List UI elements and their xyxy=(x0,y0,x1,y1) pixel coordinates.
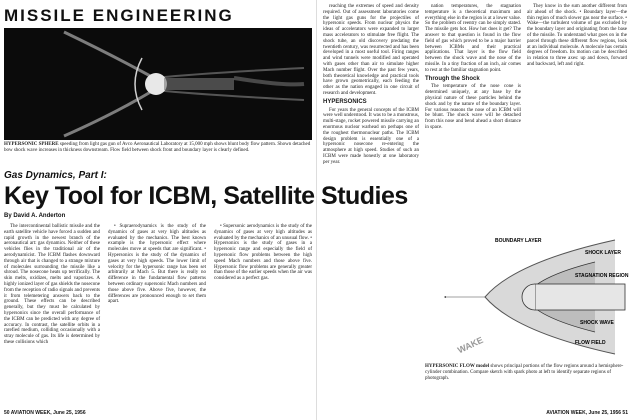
left-footer: 50 AVIATION WEEK, June 25, 1956 xyxy=(4,410,86,416)
label-flow-field: FLOW FIELD xyxy=(575,340,606,346)
label-shock-wave: SHOCK WAVE xyxy=(580,320,614,326)
flow-diagram-graphic xyxy=(425,232,627,362)
article-byline: By David A. Anderton xyxy=(4,213,66,219)
left-col-1-text: The intercontinental ballistic missile and the earth satellite vehicle have forced a sudden and rapid growth in the newest branch of the aeronautical art: gas dynamics. Neither of these vehicles flies in the traditional air of the aerodynamicist. The ICBM flashes downward through air that is changed to a strange mixture of molecules surrounding the missile like a shroud. The nosecone heats up terrifically. The skin melts, oxidizes, melts and vaporizes. A highly ionized layer of gas shields the nosecone from the reception of radio signals and prevents it from telemetering answers back to the ground. These effects can be described generally, but they must be calculated by hypersonics since the overall performance of the ICBM can be predicted with any degree of accuracy. In contrast, the satellite orbits in a rarefied medium, colliding occasionally with a stray molecule of gas. Its life is determined by these collisions which xyxy=(4,224,100,345)
left-col-3 xyxy=(214,224,312,404)
shock-photo-graphic xyxy=(4,28,312,140)
section-head: MISSILE ENGINEERING xyxy=(4,6,234,25)
diagram-caption-lead: HYPERSONIC FLOW model xyxy=(425,364,490,369)
diagram-caption xyxy=(425,364,627,382)
photo-caption xyxy=(4,142,312,154)
hypersonic-flow-diagram xyxy=(425,232,627,362)
right-footer: AVIATION WEEK, June 25, 1956 51 xyxy=(546,410,628,416)
photo-caption-lead: HYPERSONIC SPHERE xyxy=(4,142,59,147)
through-shock-subhead: Through the Shock xyxy=(425,75,480,82)
right-col-1-text: reaching the extremes of speed and density required. Out of assessment laboratories come the light gas guns for the projectiles of hypersonic speeds. From nuclear physics the ideas of accelerators were expanded to larger mass accelerators to stimulate free flight. The shock tube, an old discovery predating the twentieth century, was resurrected and has been developed in a most useful tool. Firing ranges and wind tunnels were modified and operated with gases other than air to simulate higher Mach number flight. Over the past few years, both theoretical knowledge and practical tools have grown geometrically, each feeding the other as the nation engaged in one circuit of research and development. xyxy=(323,4,419,96)
photo-caption-text: speeding from light gas gun of Avco Aeronautical Laboratory at 15,000 mph shows blunt body flow pattern. Shown detached bow shock wave increases in thickness downstream. Flow field between shock front and boundary layer is clearly defined. xyxy=(4,142,311,153)
right-page xyxy=(316,0,632,420)
hypersonic-sphere-photo xyxy=(4,28,312,140)
article-headline: Key Tool for ICBM, Satellite Studies xyxy=(4,182,408,210)
right-col-3 xyxy=(527,4,627,226)
right-col-3-text: They know in the sum another different from air ahead of the shock. • Boundary layer—the thin region of much slower gas near the surface. • Wake—the turbulent volume of gas excluded by the boundary layer and originating from the base of the missile. To understand what goes on in the parcel through these different flow regions, look at an individual molecule. A molecule has certain degrees of freedom. Its motion can be described in relation to three axes: up and down, forward and backward, left and right. xyxy=(527,4,627,67)
article-kicker: Gas Dynamics, Part I: xyxy=(4,170,107,181)
label-wake: WAKE xyxy=(455,334,485,356)
left-col-3-text: • Supersonic aerodynamics is the study of the dynamics of gases at very high altitudes as evaluated by the mechanics of an unusual flow. • Hypersonics is the study of gases in a hypersonic range and especially the field of hypersonic flow problems between the high speed Mach numbers and those above five. Hypersonic flow problems are generally greater than those of the earlier speeds when the air was considered as a perfect gas. xyxy=(214,224,312,282)
right-col-1b-text: For years the general concepts of the ICBM were well understood. It was to be a monstrous, multi-stage, rocket powered missile carrying an enormous nuclear warhead on perhaps one of the roughest thermonuclear paths. The ICBM design problem is essentially one of a hypersonic nosecone re-entering the atmosphere at high speed. Studies of such an ICBM were made honestly at one laboratory per year. xyxy=(323,107,419,165)
hypersonics-subhead: HYPERSONICS xyxy=(323,98,367,105)
left-col-2 xyxy=(108,224,206,404)
label-boundary-layer: BOUNDARY LAYER xyxy=(495,238,542,244)
label-shock-layer: SHOCK LAYER xyxy=(585,250,621,256)
left-col-2-text: • Supraerodynamics is the study of the dynamics of gases at very high altitudes as evaluated by the mechanics. The best known example is the hypersonic effect where molecules move at speeds that are significant. • Hypersonics is the study of the dynamics of gases at very high speeds. The lower limit of velocity for the hypersonic range has been set arbitrarily at Mach 5. But there is really no difference in the fundamental flow patterns between ordinary supersonic Mach numbers and those above five. Above five, however, the differences are pronounced enough to set them apart. xyxy=(108,224,206,305)
left-col-1 xyxy=(4,224,100,404)
label-stagnation-region: STAGNATION REGION xyxy=(575,273,629,279)
right-col-1 xyxy=(323,4,419,402)
right-col-2-text: nation temperatures, the stagnation temperature is a theoretical maximum and everything else in the region is at a lower value. So the problem of reentry can be simply stated. The missile gets hot. How hot does it get? The answer to that question is found in the flow field of gas which proved to be a major barrier between ICBMs and their practical applications. That layer is the flow field between the shock wave and the nose of the missile. In a tiny fraction of an inch, air comes to rest at the familiar stagnation point. xyxy=(425,4,521,73)
diagram-caption-text: shows principal portions of the flow regions around a hemisphere-cylinder combination. Compare sketch with spark photo at left to identify separate regions of photograph. xyxy=(425,364,624,381)
right-col-2b-text: The temperature of the nose cone is determined uniquely, at any base by the physical nature of these particles behind the shock and by the nature of the boundary layer. For various reasons the nose of an ICBM will be blunt. The shock wave will be detached from this nose and bend ahead a short distance in space. xyxy=(425,84,521,130)
